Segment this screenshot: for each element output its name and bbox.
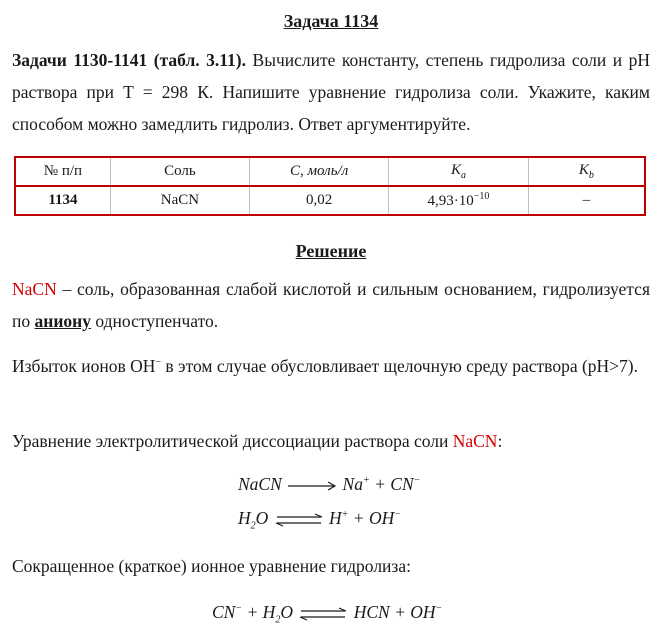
table-cell: 0,02 (250, 186, 389, 215)
salt-formula: NaCN (12, 279, 57, 299)
equilibrium-arrow-icon (273, 513, 325, 527)
table-cell: $4,93\cdot 10^{-10}$ (389, 186, 529, 215)
salt-formula: NaCN (452, 431, 498, 451)
table-cell: NaCN (110, 186, 249, 215)
problem-reference: Задачи 1130-1141 (табл. 3.11). (12, 50, 247, 70)
data-table (14, 156, 646, 216)
table-header-cell: C, моль/л (250, 157, 389, 186)
hydrolysis-equation: $CN^- + H_2O$ HCN + OH− (212, 602, 443, 626)
paragraph-dissociation: Уравнение электролитической диссоциации раствора соли NaCN: (12, 431, 503, 451)
problem-text: Вычислите константу, степень гидролиза соли и pH раствора при T = 298 К. Напишите уравнение гидролиза соли. Укажите, каким способом можно замедлить гидролиз. Ответ аргументируйте. (12, 50, 650, 134)
solution-heading: Решение (295, 241, 367, 261)
paragraph-ionic-equation: Сокращенное (краткое) ионное уравнение гидролиза: (12, 556, 411, 576)
paragraph-salt-type: NaCN – соль, образованная слабой кислотой и сильным основанием, гидролизуется по аниону одноступенчато. (12, 279, 650, 331)
table-row (15, 186, 645, 215)
water-equilibrium-equation: $H_2O$ H+ + OH− (238, 508, 402, 532)
table-cell: – (528, 186, 645, 215)
table-cell: 1134 (15, 186, 110, 215)
table-header-row (15, 157, 645, 186)
anion-term: аниону (34, 311, 91, 331)
page-title: Задача 1134 (283, 11, 379, 31)
paragraph-alkaline: Избыток ионов OH− в этом случае обусловливает щелочную среду раствора (pH>7). (12, 355, 638, 376)
right-arrow-icon (286, 480, 338, 492)
problem-statement (12, 44, 650, 140)
dissociation-equation: NaCN Na+ + CN− (238, 474, 421, 494)
table-header-cell: $K_b$ (528, 157, 645, 186)
table-header-cell: № п/п (15, 157, 110, 186)
table-header-cell: Соль (110, 157, 249, 186)
equilibrium-arrow-icon (297, 607, 349, 621)
table-header-cell: $K_a$ (389, 157, 529, 186)
